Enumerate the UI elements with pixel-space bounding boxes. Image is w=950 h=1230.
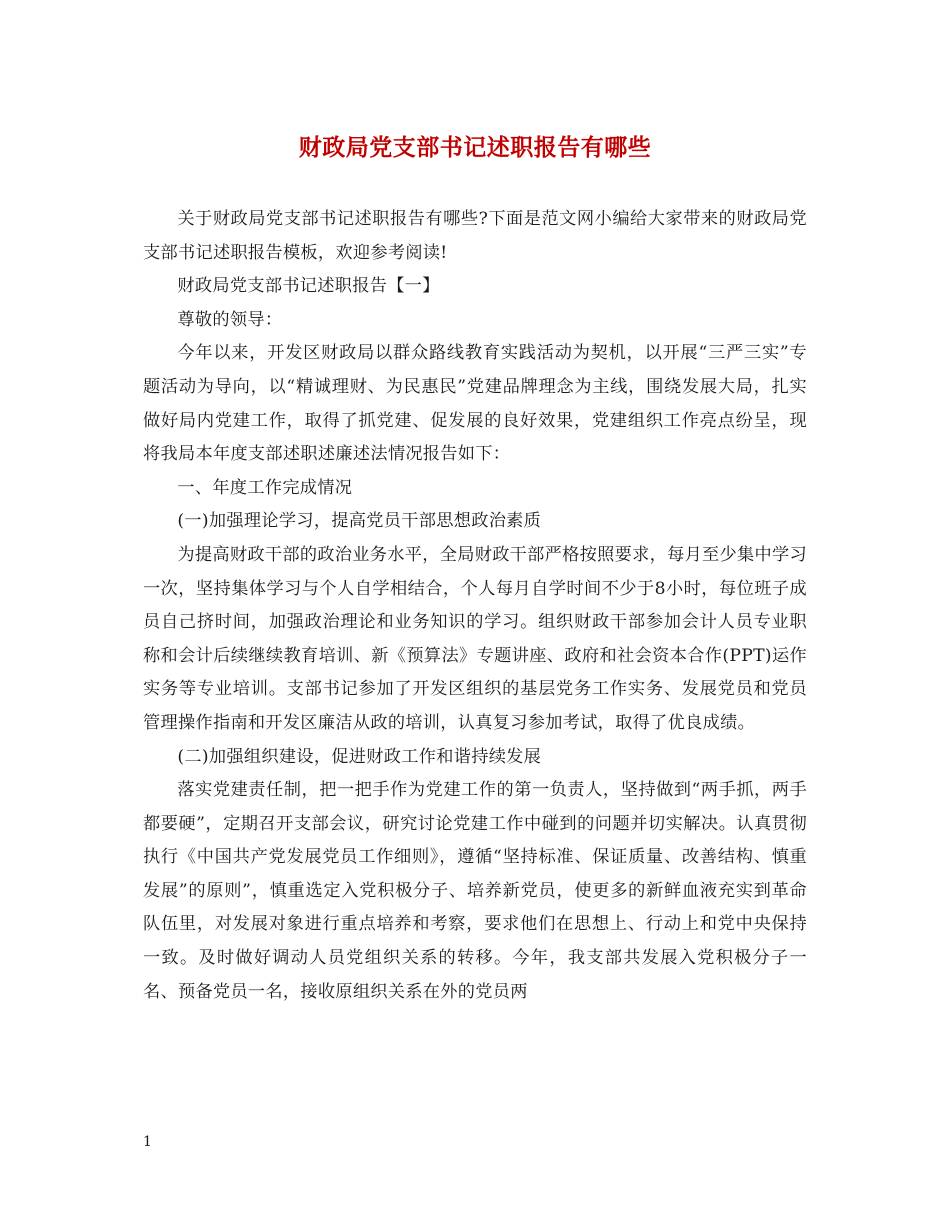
subsection-heading-theory-study: (一)加强理论学习，提高党员干部思想政治素质 — [177, 511, 542, 532]
subsection-heading-organization: (二)加强组织建设，促进财政工作和谐持续发展 — [177, 746, 542, 767]
paragraph-organization: 落实党建责任制，把一把手作为党建工作的第一负责人，坚持做到“两手抓，两手都要硬”，定期召开支部会议，研究讨论党建工作中碰到的问题并切实解决。认真贯彻执行《中国共产党发展党员工作细则》，遵循“坚持标准、保证质量、改善结构、慎重发展”的原则”，慎重选定入党积极分子、培养新党员，使更多的新鲜血液充实到革命队伍里，对发展对象进行重点培养和考察，要求他们在思想上、行动上和党中央保持一致。及时做好调动人员党组织关系的转移。今年，我支部共发展入党积极分子一名、预备党员一名，接收原组织关系在外的党员两 — [143, 780, 807, 1002]
paragraph-theory-study: 为提高财政干部的政治业务水平，全局财政干部严格按照要求，每月至少集中学习一次，坚持集体学习与个人自学相结合，个人每月自学时间不少于8小时，每位班子成员自己挤时间，加强政治理论和业务知识的学习。组织财政干部参加会计人员专业职称和会计后续继续教育培训、新《预算法》专题讲座、政府和社会资本合作(PPT)运作实务等专业培训。支部书记参加了开发区组织的基层党务工作实务、发展党员和党员管理操作指南和开发区廉洁从政的培训，认真复习参加考试，取得了优良成绩。 — [143, 544, 807, 733]
document-title: 财政局党支部书记述职报告有哪些 — [298, 134, 652, 161]
paragraph-overview: 今年以来，开发区财政局以群众路线教育实践活动为契机，以开展“三严三实”专题活动为导向，以“精诚理财、为民惠民”党建品牌理念为主线，围绕发展大局，扎实做好局内党建工作，取得了抓党建、促发展的良好效果，党建组织工作亮点纷呈，现将我局本年度支部述职述廉述法情况报告如下： — [143, 343, 807, 465]
section-heading-annual-work: 一、年度工作完成情况 — [177, 477, 353, 498]
paragraph-intro: 关于财政局党支部书记述职报告有哪些?下面是范文网小编给大家带来的财政局党支部书记述职报告模板，欢迎参考阅读! — [143, 209, 807, 263]
page-number: 1 — [143, 1134, 152, 1150]
paragraph-salutation: 尊敬的领导： — [177, 309, 283, 330]
paragraph-report-heading: 财政局党支部书记述职报告【一】 — [177, 276, 440, 297]
document-body — [143, 203, 807, 1009]
